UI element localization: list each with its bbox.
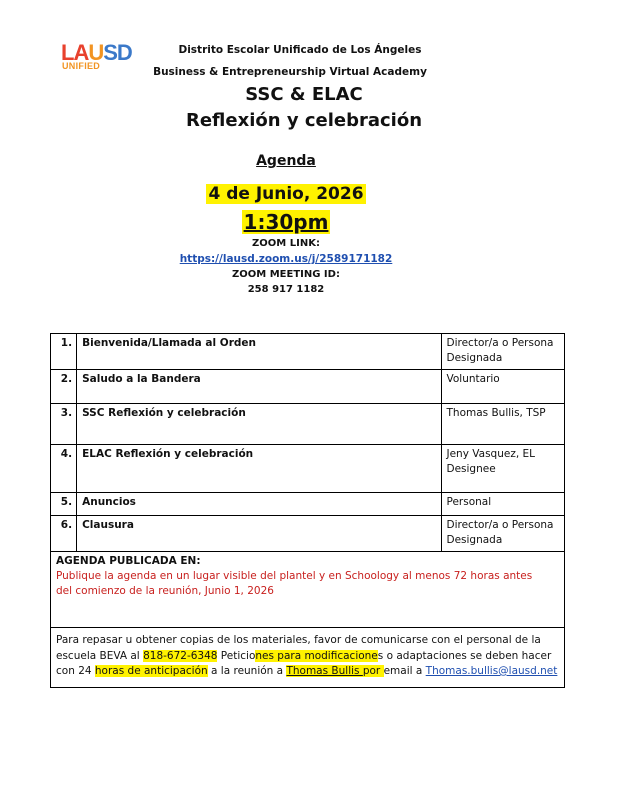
row-number: 2.	[51, 370, 77, 404]
zoom-link-label: ZOOM LINK:	[252, 238, 320, 249]
contact-email-link[interactable]: Thomas.bullis@lausd.net	[425, 665, 558, 677]
published-row	[51, 552, 565, 628]
contact-name: Thomas Bullis	[286, 665, 363, 677]
row-responsible: Director/a o Persona Designada	[441, 334, 565, 370]
table-row	[51, 516, 565, 552]
zoom-link[interactable]: https://lausd.zoom.us/j/2589171182	[179, 253, 393, 265]
row-responsible: Thomas Bullis, TSP	[441, 404, 565, 445]
published-cell	[51, 552, 565, 628]
row-responsible: Personal	[441, 493, 565, 516]
table-row	[51, 493, 565, 516]
row-item: ELAC Reflexión y celebración	[77, 445, 441, 493]
zoom-id: 258 917 1182	[247, 284, 325, 295]
logo-wordmark: LAUSD	[61, 40, 132, 65]
row-responsible: Director/a o Persona Designada	[441, 516, 565, 552]
row-item: Bienvenida/Llamada al Orden	[77, 334, 441, 370]
table-row	[51, 370, 565, 404]
meeting-date: 4 de Junio, 2026	[208, 184, 364, 204]
document-title: SSC & ELAC	[245, 84, 363, 105]
footer-cell: Para repasar u obtener copias de los materiales, favor de comunicarse con el personal de la escuela BEVA al 818-672-6348 Peticiones para modificaciones o adaptaciones se deben hacer con 24 horas de anticipación a la reunión a Thomas Bullis por email a Thomas.bullis@lausd.net	[51, 628, 565, 688]
row-number: 6.	[51, 516, 77, 552]
agenda-table	[50, 333, 565, 688]
table-row	[51, 404, 565, 445]
meeting-time: 1:30pm	[243, 210, 329, 234]
zoom-id-label: ZOOM MEETING ID:	[232, 269, 340, 280]
row-responsible: Jeny Vasquez, EL Designee	[441, 445, 565, 493]
table-row	[51, 334, 565, 370]
row-number: 3.	[51, 404, 77, 445]
document-subtitle: Reflexión y celebración	[185, 110, 423, 131]
row-item: Anuncios	[77, 493, 441, 516]
row-number: 4.	[51, 445, 77, 493]
table-row	[51, 445, 565, 493]
agenda-heading: Agenda	[256, 153, 316, 169]
published-title: AGENDA PUBLICADA EN:	[56, 555, 201, 567]
row-number: 1.	[51, 334, 77, 370]
phone-number: 818-672-6348	[143, 649, 218, 662]
published-text-line-1: Publique la agenda en un lugar visible del plantel y en Schoology al menos 72 horas antes	[56, 570, 533, 582]
logo-subtext: UNIFIED	[62, 61, 101, 71]
row-number: 5.	[51, 493, 77, 516]
row-item: Clausura	[77, 516, 441, 552]
row-item: Saludo a la Bandera	[77, 370, 441, 404]
row-responsible: Voluntario	[441, 370, 565, 404]
row-item: SSC Reflexión y celebración	[77, 404, 441, 445]
district-name: Distrito Escolar Unificado de Los Ángeles	[178, 44, 422, 56]
academy-name: Business & Entrepreneurship Virtual Academy	[153, 66, 427, 78]
published-text-line-2: del comienzo de la reunión, Junio 1, 2026	[56, 585, 274, 597]
footer-row	[51, 628, 565, 688]
